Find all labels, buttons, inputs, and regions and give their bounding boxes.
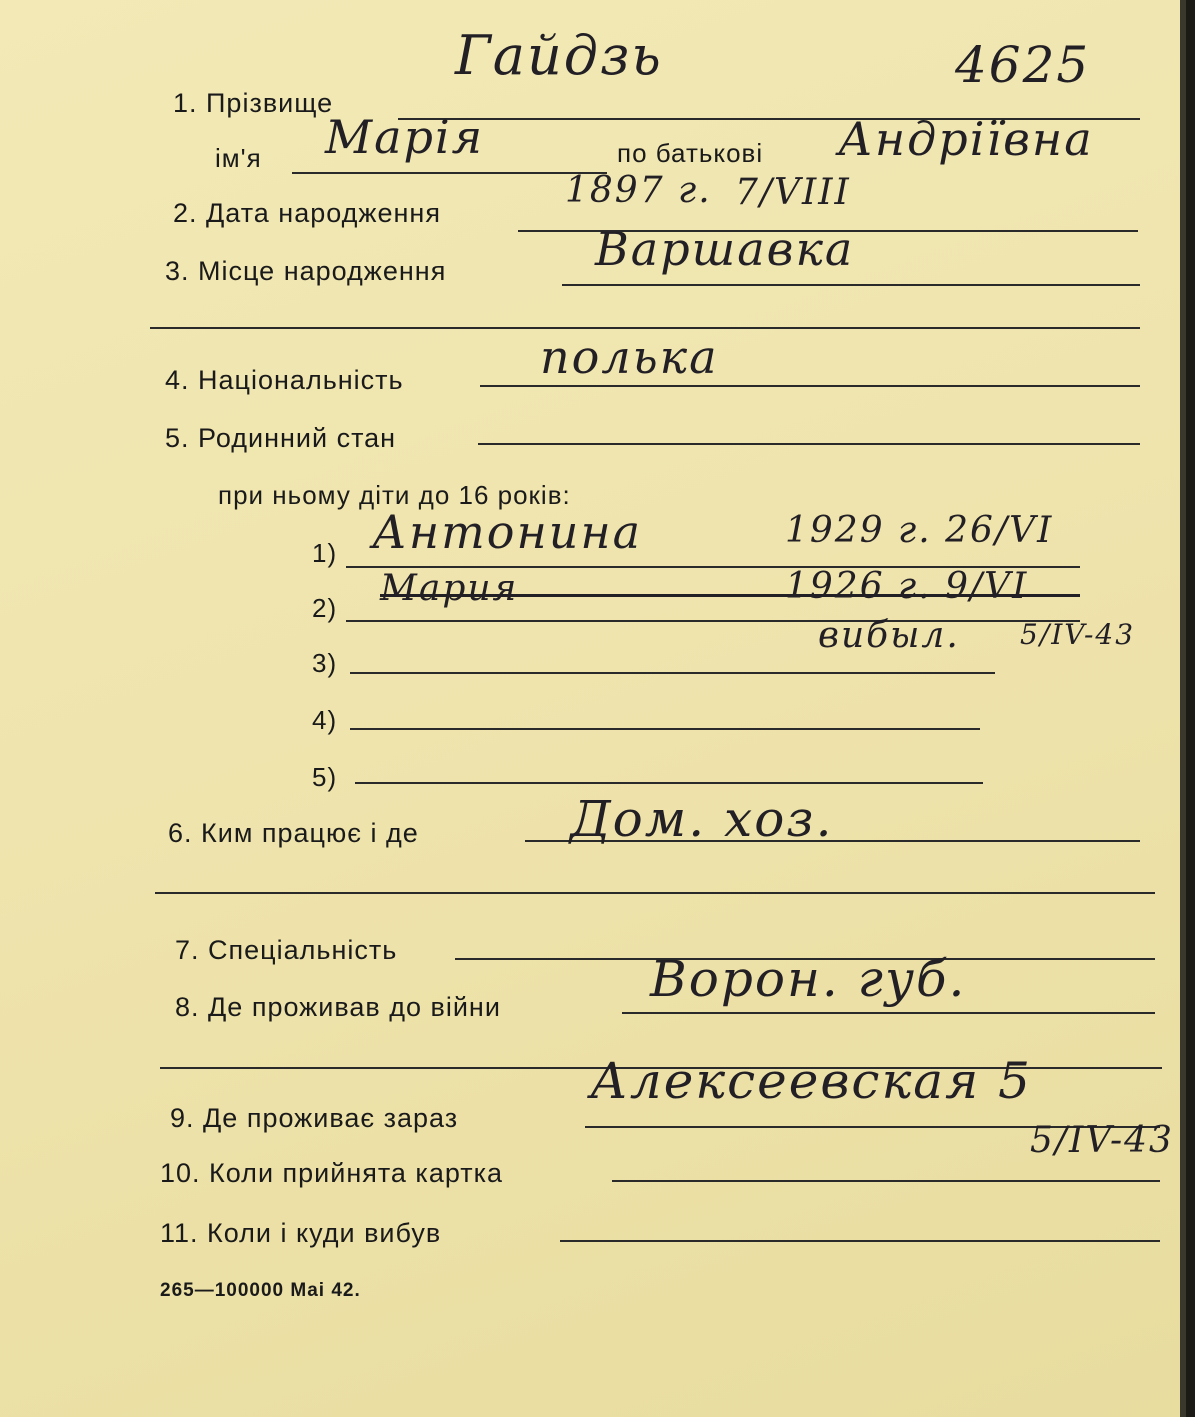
field-patronymic-label: по батькові	[617, 138, 764, 168]
handwritten-card-accepted-date: 5/IV-43	[1030, 1120, 1174, 1161]
field-departure-line	[560, 1240, 1160, 1242]
field-nationality-line	[480, 385, 1140, 387]
field-family-status-label: 5. Родинний стан	[165, 423, 397, 453]
handwritten-child-2-note-date: 5/IV-43	[1020, 618, 1136, 651]
field-card-accepted-line	[612, 1180, 1160, 1182]
children-header: при ньому діти до 16 років:	[218, 480, 571, 510]
field-prewar-residence-line	[622, 1012, 1155, 1014]
handwritten-birthplace: Варшавка	[595, 222, 855, 276]
field-first-name-label: ім'я	[215, 143, 262, 173]
child-3-number: 3)	[312, 648, 338, 678]
handwritten-child-2-name: Мария	[380, 568, 519, 609]
handwritten-surname: Гайдзь	[455, 24, 663, 87]
handwritten-birth-year: 1897 г.	[565, 170, 712, 211]
handwritten-child-1-date: 1929 г. 26/VI	[785, 510, 1054, 551]
handwritten-child-1-name: Антонина	[372, 505, 643, 559]
handwritten-nationality: полька	[540, 330, 719, 384]
child-2-number: 2)	[312, 593, 338, 623]
child-4-line	[350, 728, 980, 730]
child-2-strikethrough	[380, 594, 1080, 597]
handwritten-current-address: Алексеевская 5	[590, 1052, 1032, 1110]
handwritten-patronymic: Андріївна	[838, 112, 1094, 166]
field-first-name-line	[292, 172, 607, 174]
field-birthplace-label: 3. Місце народження	[165, 256, 447, 286]
handwritten-child-2-note: вибыл.	[818, 615, 960, 656]
field-current-residence-label: 9. Де проживає зараз	[170, 1103, 459, 1133]
handwritten-child-2-date: 1926 г. 9/VI	[785, 566, 1029, 607]
child-1-number: 1)	[312, 538, 338, 568]
field-nationality-label: 4. Національність	[165, 365, 404, 395]
form-print-code: 265—100000 Mai 42.	[160, 1280, 361, 1301]
child-4-number: 4)	[312, 705, 338, 735]
field-family-status-line	[478, 443, 1140, 445]
field-surname-label: 1. Прізвище	[173, 88, 334, 118]
handwritten-occupation: Дом. хоз.	[570, 790, 834, 848]
field-prewar-residence-label: 8. Де проживав до війни	[175, 992, 501, 1022]
field-departure-label: 11. Коли і куди вибув	[160, 1218, 442, 1248]
handwritten-card-number: 4625	[955, 36, 1091, 94]
child-2-line	[346, 620, 1080, 622]
handwritten-birth-day: 7/VIII	[735, 172, 851, 213]
field-birthplace-line	[562, 284, 1140, 286]
field-card-accepted-label: 10. Коли прийнята картка	[160, 1158, 504, 1188]
field-birth-date-label: 2. Дата народження	[173, 198, 441, 228]
handwritten-first-name: Марія	[325, 110, 485, 164]
field-occupation-line-2	[155, 892, 1155, 894]
field-specialty-label: 7. Спеціальність	[175, 935, 398, 965]
child-5-line	[355, 782, 983, 784]
field-occupation-label: 6. Ким працює і де	[168, 818, 419, 848]
child-3-line	[350, 672, 995, 674]
field-birthplace-line-2	[150, 327, 1140, 329]
handwritten-prewar-residence: Ворон. губ.	[650, 950, 967, 1008]
child-5-number: 5)	[312, 762, 338, 792]
